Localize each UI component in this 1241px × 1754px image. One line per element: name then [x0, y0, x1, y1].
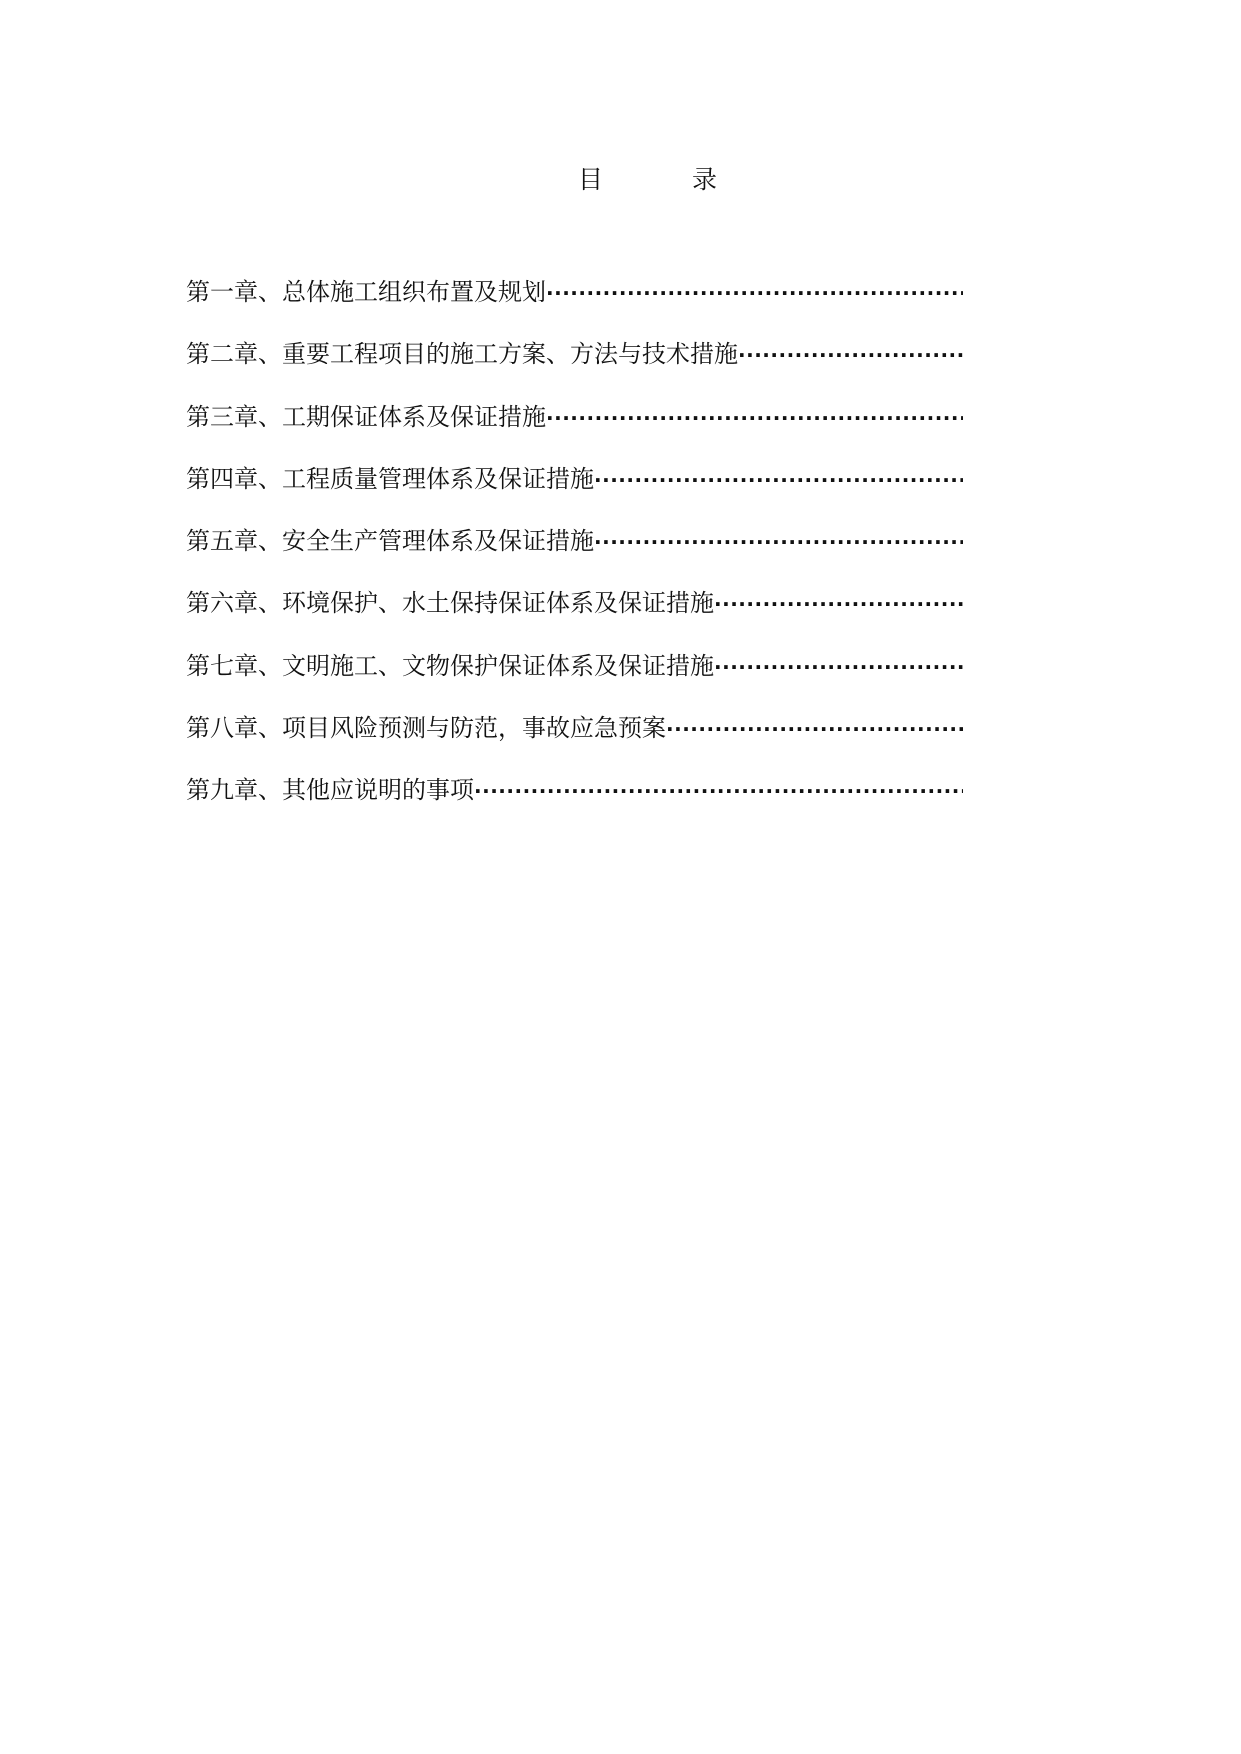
toc-dot-leader: [666, 709, 963, 749]
toc-entry-label: 第五章、安全生产管理体系及保证措施: [186, 527, 594, 556]
toc-entry-chapter-7[interactable]: [186, 646, 963, 708]
toc-entry-label: 第七章、文明施工、文物保护保证体系及保证措施: [186, 651, 714, 680]
toc-entry-label: 第一章、总体施工组织布置及规划: [186, 278, 546, 306]
toc-dot-leader: [594, 522, 963, 562]
toc-title-char-1: 目: [578, 165, 604, 194]
toc-entry-chapter-9[interactable]: [186, 770, 963, 832]
toc-title-char-2: 录: [692, 165, 718, 194]
toc-title: [0, 160, 1241, 200]
toc-entry-chapter-6[interactable]: [186, 583, 963, 645]
toc-dot-leader: [546, 273, 963, 313]
toc-entry-chapter-8[interactable]: [186, 708, 963, 770]
toc-entry-chapter-1[interactable]: [186, 272, 963, 334]
toc-entry-chapter-4[interactable]: [186, 459, 963, 521]
toc-entry-chapter-2[interactable]: [186, 334, 963, 396]
toc-entry-chapter-3[interactable]: [186, 397, 963, 459]
toc-dot-leader: [474, 771, 963, 811]
toc-entry-label: 第八章、项目风险预测与防范，事故应急预案: [186, 714, 666, 743]
toc-entry-label: 第四章、工程质量管理体系及保证措施: [186, 464, 594, 493]
toc-dot-leader: [714, 647, 963, 687]
toc-dot-leader: [594, 460, 963, 500]
toc-entry-label: 第二章、重要工程项目的施工方案、方法与技术措施: [186, 340, 738, 369]
toc-entry-chapter-5[interactable]: [186, 521, 963, 583]
toc-list: [186, 272, 963, 833]
toc-dot-leader: [714, 584, 963, 624]
toc-entry-label: 第九章、其他应说明的事项: [186, 776, 474, 805]
toc-dot-leader: [546, 398, 963, 438]
toc-dot-leader: [738, 335, 963, 375]
toc-entry-label: 第三章、工期保证体系及保证措施: [186, 402, 546, 431]
toc-entry-label: 第六章、环境保护、水土保持保证体系及保证措施: [186, 589, 714, 618]
